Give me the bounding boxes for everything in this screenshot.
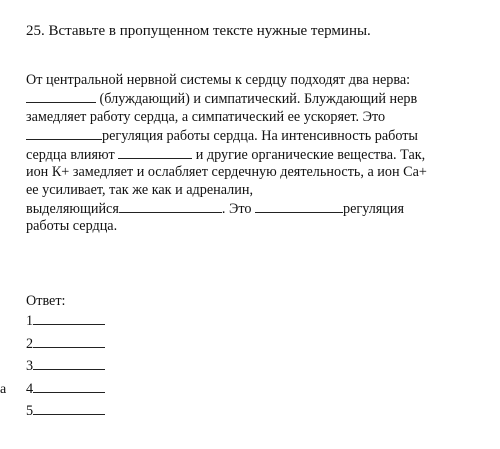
task-title: 25. Вставьте в пропущенном тексте нужные термины. [26, 23, 371, 39]
answer-list [26, 310, 105, 423]
answer-row-2 [26, 333, 105, 356]
answer-number: 4 [26, 380, 34, 397]
blank-1[interactable] [26, 89, 96, 103]
answer-number: 2 [26, 335, 34, 352]
answer-number: 3 [26, 358, 34, 374]
answer-label: Ответ: [26, 293, 66, 309]
answer-blank-2[interactable] [33, 333, 105, 348]
blank-2[interactable] [26, 126, 102, 140]
paragraph-line-4 [26, 126, 496, 145]
answer-blank-5[interactable] [33, 400, 105, 415]
paragraph-line-8 [26, 199, 496, 218]
answer-blank-3[interactable] [33, 355, 105, 370]
fill-in-paragraph [26, 72, 496, 236]
paragraph-line-4-text: регуляция работы сердца. На интенсивность работы [102, 127, 418, 144]
answer-number: 5 [26, 403, 34, 419]
margin-text-fragment: а [0, 382, 7, 397]
paragraph-line-8-start: выделяющийся [26, 201, 119, 218]
paragraph-line-5-end: и другие органические вещества. Так, [192, 147, 426, 164]
answer-blank-1[interactable] [33, 310, 105, 325]
blank-3[interactable] [118, 145, 192, 159]
answer-blank-4[interactable] [33, 378, 105, 393]
paragraph-line-5-start: сердца влияют [26, 147, 119, 164]
paragraph-line-7: ее усиливает, так же как и адреналин, [26, 181, 253, 198]
answer-row-4 [26, 378, 105, 401]
answer-number: 1 [26, 313, 34, 329]
paragraph-line-5 [26, 145, 496, 164]
paragraph-line-3: замедляет работу сердца, а симпатический ее ускоряет. Это [26, 108, 386, 125]
answer-row-5 [26, 400, 105, 423]
paragraph-line-1: От центральной нервной системы к сердцу подходят два нерва: [26, 72, 411, 88]
paragraph-line-6: ион К+ замедляет и ослабляет сердечную деятельность, а ион Са+ [26, 164, 427, 181]
paragraph-line-2 [26, 89, 496, 108]
paragraph-line-2-text: (блуждающий) и симпатический. Блуждающий нерв [96, 91, 418, 108]
blank-4[interactable] [119, 199, 222, 213]
paragraph-line-8-middle: . Это [221, 201, 256, 218]
answer-row-3 [26, 355, 105, 378]
paragraph-line-8-end: регуляция [343, 201, 405, 218]
blank-5[interactable] [255, 199, 343, 213]
answer-row-1 [26, 310, 105, 333]
paragraph-line-9: работы сердца. [26, 218, 118, 235]
